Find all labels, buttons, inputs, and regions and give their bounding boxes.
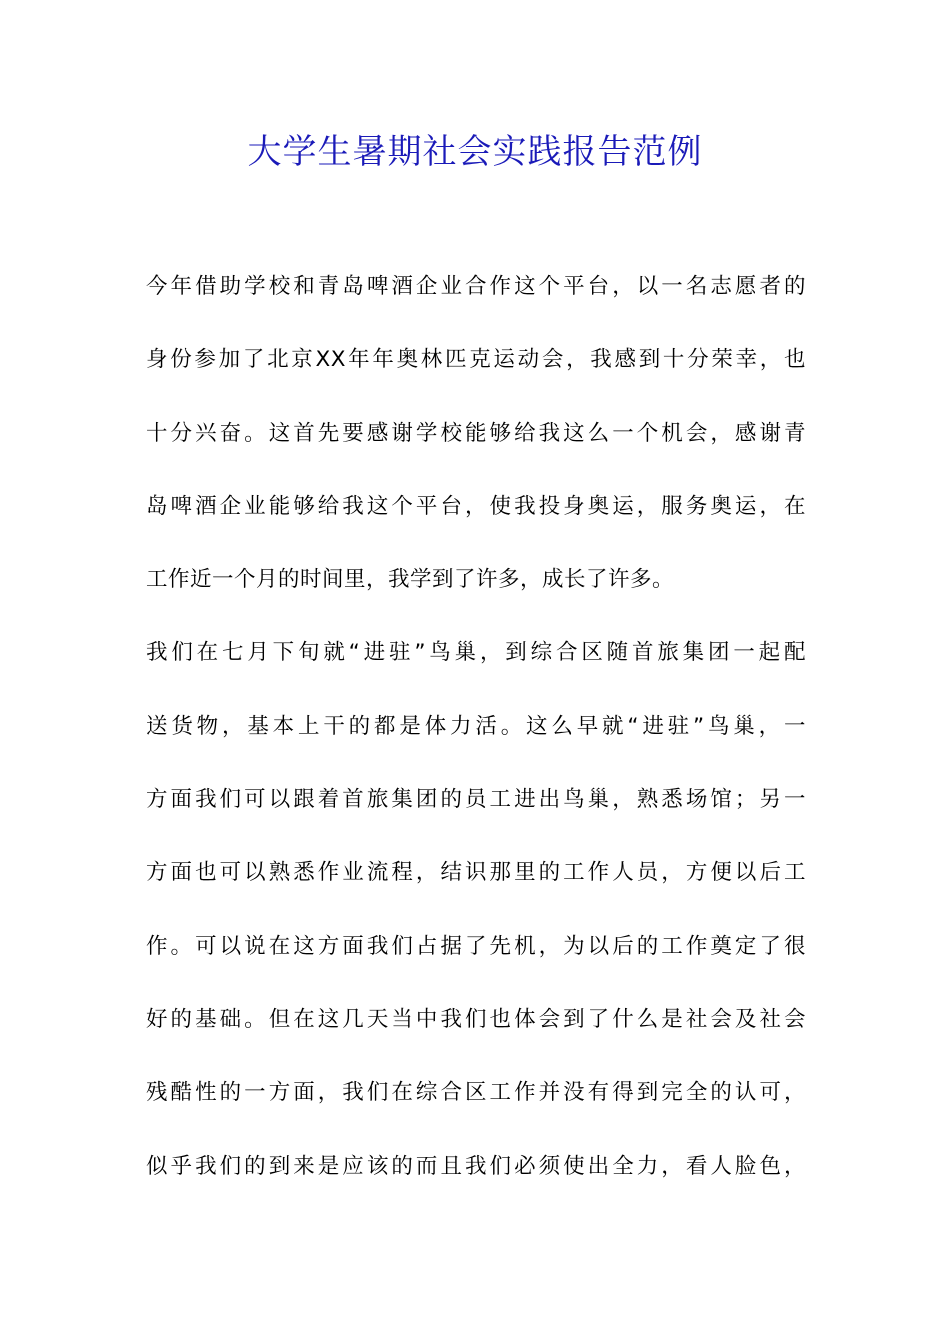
- body-line: 送货物，基本上干的都是体力活。这么早就“进驻”鸟巢，一: [146, 713, 806, 739]
- body-line: 似乎我们的到来是应该的而且我们必须使出全力，看人脸色，: [146, 1153, 806, 1179]
- body-line: 残酷性的一方面，我们在综合区工作并没有得到完全的认可，: [146, 1080, 806, 1106]
- body-line: 十分兴奋。这首先要感谢学校能够给我这么一个机会，感谢青: [146, 420, 806, 446]
- body-line: 我们在七月下旬就“进驻”鸟巢，到综合区随首旅集团一起配: [146, 640, 806, 666]
- body-line: 方面我们可以跟着首旅集团的员工进出鸟巢，熟悉场馆；另一: [146, 787, 806, 813]
- document-title: 大学生暑期社会实践报告范例: [247, 132, 703, 172]
- body-line: 身份参加了北京XX年年奥林匹克运动会，我感到十分荣幸，也: [146, 347, 806, 373]
- body-line: 方面也可以熟悉作业流程，结识那里的工作人员，方便以后工: [146, 860, 806, 886]
- body-line: 作。可以说在这方面我们占据了先机，为以后的工作奠定了很: [146, 933, 806, 959]
- document-body: [146, 262, 806, 1215]
- body-line: 好的基础。但在这几天当中我们也体会到了什么是社会及社会: [146, 1006, 806, 1032]
- body-line: 今年借助学校和青岛啤酒企业合作这个平台，以一名志愿者的: [146, 274, 806, 299]
- body-line: 岛啤酒企业能够给我这个平台，使我投身奥运，服务奥运，在: [146, 493, 806, 519]
- body-line: 工作近一个月的时间里，我学到了许多，成长了许多。: [146, 567, 675, 593]
